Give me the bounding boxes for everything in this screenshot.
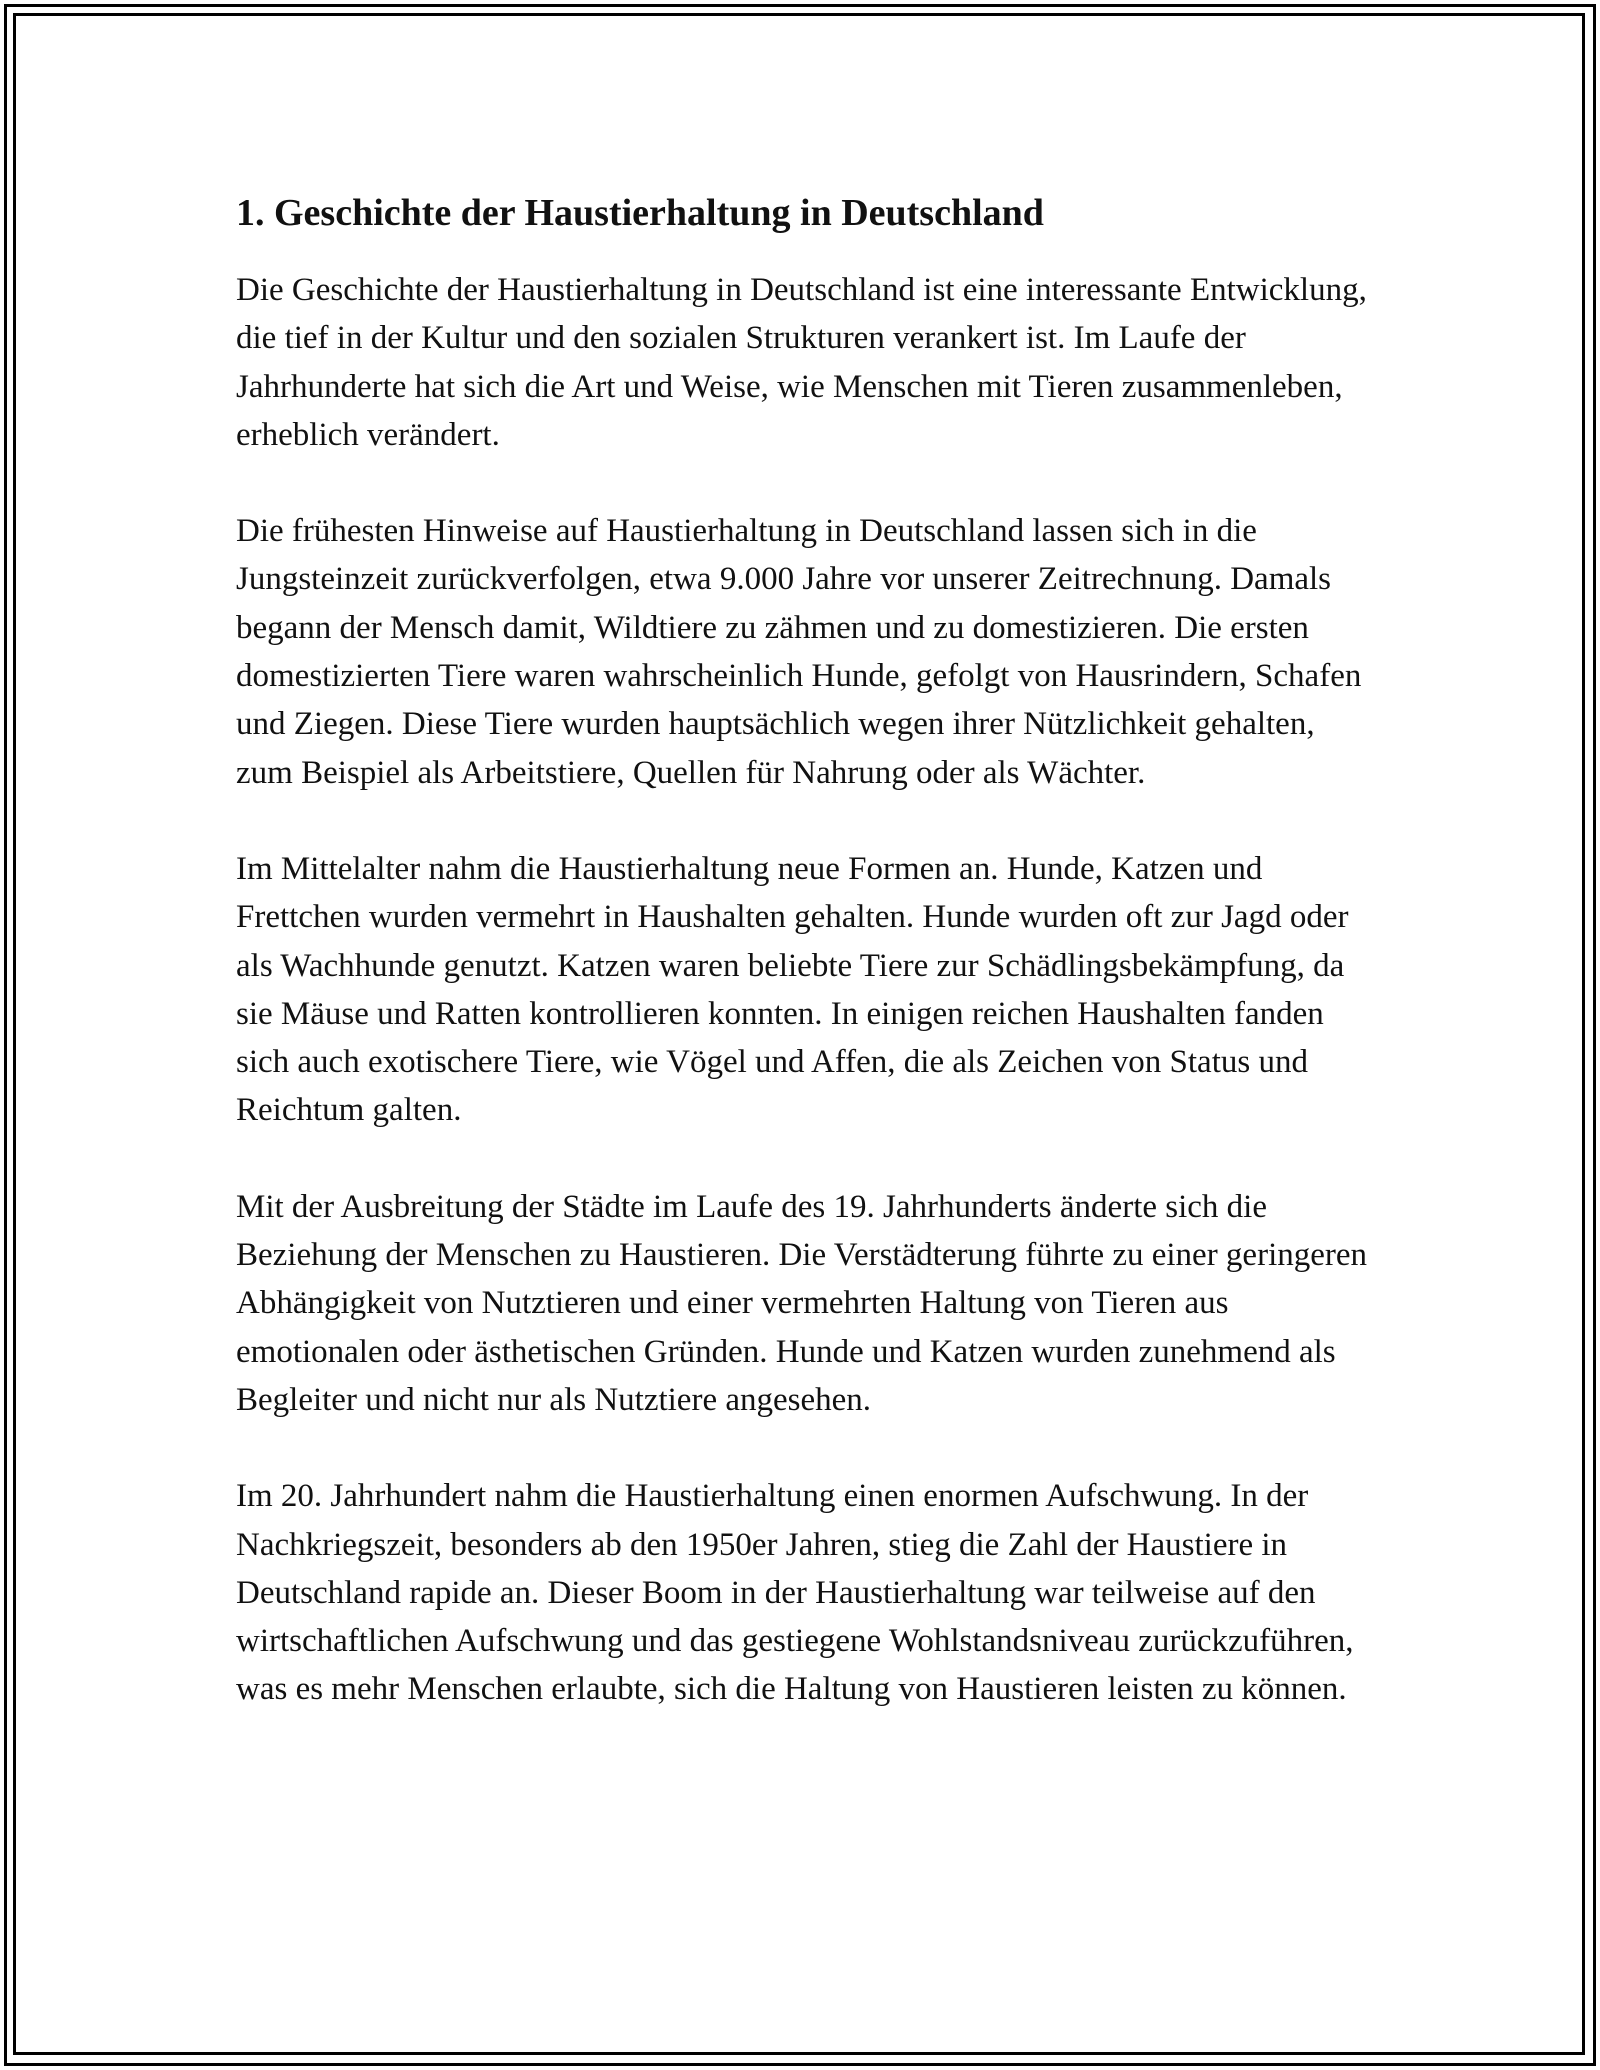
document-body xyxy=(236,186,1376,1762)
section-heading: 1. Geschichte der Haustierhaltung in Deutschland xyxy=(236,192,1044,234)
paragraph-2: Die frühesten Hinweise auf Haustierhaltung in Deutschland lassen sich in die Jungsteinzeit zurückverfolgen, etwa 9.000 Jahre vor unserer Zeitrechnung. Damals begann der Mensch damit, Wildtiere zu zähmen und zu domestizieren. Die ersten domestizierten Tiere waren wahrscheinlich Hunde, gefolgt von Hausrindern, Schafen und Ziegen. Diese Tiere wurden hauptsächlich wegen ihrer Nützlichkeit gehalten, zum Beispiel als Arbeitstiere, Quellen für Nahrung oder als Wächter. xyxy=(236,513,1362,791)
paragraph-4: Mit der Ausbreitung der Städte im Laufe des 19. Jahrhunderts änderte sich die Beziehung der Menschen zu Haustieren. Die Verstädterung führte zu einer geringeren Abhängigkeit von Nutztieren und einer vermehrten Haltung von Tieren aus emotionalen oder ästhetischen Gründen. Hunde und Katzen wurden zunehmend als Begleiter und nicht nur als Nutztiere angesehen. xyxy=(236,1188,1368,1418)
paragraph-1: Die Geschichte der Haustierhaltung in Deutschland ist eine interessante Entwicklung, die tief in der Kultur und den sozialen Strukturen verankert ist. Im Laufe der Jahrhunderte hat sich die Art und Weise, wie Menschen mit Tieren zusammenleben, erheblich verändert. xyxy=(236,272,1367,453)
paragraph-3: Im Mittelalter nahm die Haustierhaltung neue Formen an. Hunde, Katzen und Frettchen wurden vermehrt in Haushalten gehalten. Hunde wurden oft zur Jagd oder als Wachhunde genutzt. Katzen waren beliebte Tiere zur Schädlingsbekämpfung, da sie Mäuse und Ratten kontrollieren konnten. In einigen reichen Haushalten fanden sich auch exotischere Tiere, wie Vögel und Affen, die als Zeichen von Status und Reichtum galten. xyxy=(236,850,1349,1129)
paragraph-5: Im 20. Jahrhundert nahm die Haustierhaltung einen enormen Aufschwung. In der Nachkriegszeit, besonders ab den 1950er Jahren, stieg die Zahl der Haustiere in Deutschland rapide an. Dieser Boom in der Haustierhaltung war teilweise auf den wirtschaftlichen Aufschwung und das gestiegene Wohlstandsniveau zurückzuführen, was es mehr Menschen erlaubte, sich die Haltung von Haustieren leisten zu können. xyxy=(236,1478,1354,1708)
